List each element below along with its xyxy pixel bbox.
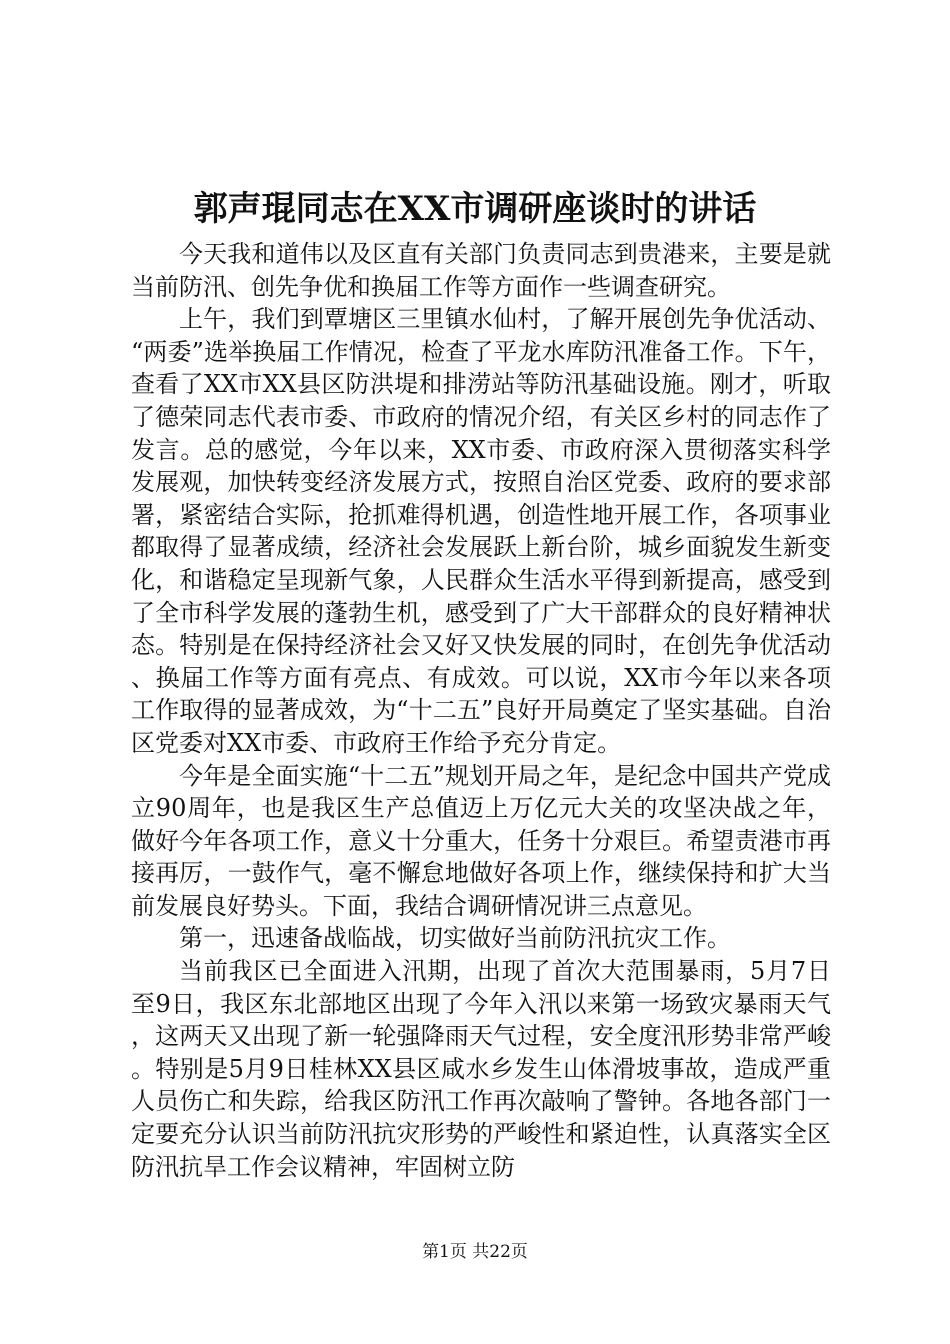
page-title: 郭声琨同志在XX市调研座谈时的讲话 xyxy=(193,189,757,229)
paragraph: 今年是全面实施“十二五”规划开局之年，是纪念中国共产党成立90周年，也是我区生产总值迈上万亿元大关的攻坚决战之年，做好今年各项工作，意义十分重大，任务十分艰巨。希望责港市再接再厉，一鼓作气，毫不懈怠地做好各项上作，继续保持和扩大当前发展良好势头。下面，我结合调研情况讲三点意见。 xyxy=(131,761,831,920)
document-body xyxy=(131,238,831,1183)
paragraph: 今天我和道伟以及区直有关部门负责同志到贵港来，主要是就当前防汛、创先争优和换届工作等方面作一些调查研究。 xyxy=(131,240,831,301)
section-heading-paragraph: 第一，迅速备战临战，切实做好当前防汛抗灾工作。 xyxy=(179,924,731,953)
page-footer: 第1页 共22页 xyxy=(422,1242,528,1262)
paragraph: 当前我区已全面进入汛期，出现了首次大范围暴雨，5月7日至9日，我区东北部地区出现了今年入汛以来第一场致灾暴雨天气，这两天又出现了新一轮强降雨天气过程，安全度汛形势非常严峻。特别是5月9日桂林XX县区咸水乡发生山体滑坡事故，造成严重人员伤亡和失踪，给我区防汛工作再次敲响了警钟。各地各部门一定要充分认识当前防汛抗灾形势的严峻性和紧迫性，认真落实全区防汛抗旱工作会议精神，牢固树立防 xyxy=(131,957,831,1181)
paragraph: 上午，我们到覃塘区三里镇水仙村，了解开展创先争优活动、“两委”选举换届工作情况，检查了平龙水库防汛准备工作。下午，查看了XX市XX县区防洪堤和排涝站等防汛基础设施。刚才，听取了德荣同志代表市委、市政府的情况介绍，有关区乡村的同志作了发言。总的感觉，今年以来，XX市委、市政府深入贯彻落实科学发展观，加快转变经济发展方式，按照自治区党委、政府的要求部署，紧密结合实际，抢抓难得机遇，创造性地开展工作，各项事业都取得了显著成绩，经济社会发展跃上新台阶，城乡面貌发生新变化，和谐稳定呈现新气象，人民群众生活水平得到新提高，感受到了全市科学发展的蓬勃生机，感受到了广大干部群众的良好精神状态。特别是在保持经济社会又好又快发展的同时，在创先争优活动、换届工作等方面有亮点、有成效。可以说，XX市今年以来各项工作取得的显著成效，为“十二五”良好开局奠定了坚实基础。自治区党委对XX市委、市政府王作给予充分肯定。 xyxy=(131,305,831,757)
